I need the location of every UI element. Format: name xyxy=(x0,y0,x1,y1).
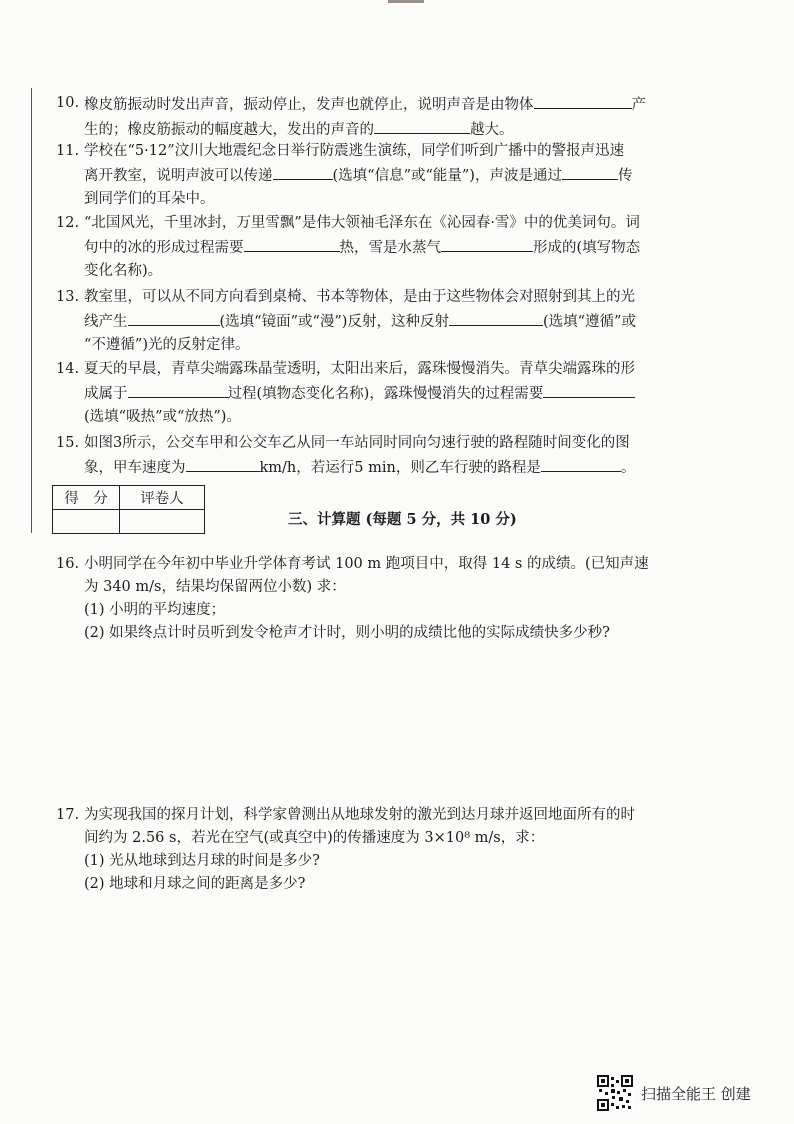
question-number: 15. xyxy=(56,435,80,451)
question-14 xyxy=(56,358,756,429)
question-line: “不遵循”)光的反射定律。 xyxy=(84,337,250,353)
sub-question: (2) 地球和月球之间的距离是多少? xyxy=(84,876,306,892)
question-16 xyxy=(56,553,756,645)
watermark-text: 扫描全能王 创建 xyxy=(641,1084,751,1103)
binding-line xyxy=(31,88,32,533)
question-line: 离开教室，说明声波可以传递 (选填“信息”或“能量”)，声波是通过 传 xyxy=(56,163,756,188)
question-line: 为 340 m/s，结果均保留两位小数) 求： xyxy=(84,579,346,595)
question-line: 变化名称)。 xyxy=(84,263,163,279)
question-line: 句中的冰的形成过程需要 热，雪是水蒸气 形成的(填写物态 xyxy=(56,235,756,260)
answer-blank[interactable] xyxy=(562,163,618,180)
answer-blank[interactable] xyxy=(128,381,228,398)
question-number: 17. xyxy=(56,807,80,823)
question-line: (选填“吸热”或“放热”)。 xyxy=(84,409,241,425)
question-line: 为实现我国的探月计划，科学家曾测出从地球发射的激光到达月球并返回地面所有的时 xyxy=(84,807,635,823)
question-number: 14. xyxy=(56,361,80,377)
question-line: 橡皮筋振动时发出声音，振动停止，发声也就停止，说明声音是由物体 产 xyxy=(56,92,756,117)
question-line: 线产生 (选填“镜面”或“漫”)反射，这种反射 (选填“遵循”或 xyxy=(56,309,756,334)
answer-blank[interactable] xyxy=(541,455,621,472)
sub-question: (1) 小明的平均速度； xyxy=(84,602,226,618)
question-line: 教室里，可以从不同方向看到桌椅、书本等物体，是由于这些物体会对照射到其上的光 xyxy=(84,289,635,305)
answer-blank[interactable] xyxy=(449,309,543,326)
question-line: 如图3所示，公交车甲和公交车乙从同一车站同时同向匀速行驶的路程随时间变化的图 xyxy=(84,435,630,451)
question-line: 学校在“5·12”汶川大地震纪念日举行防震逃生演练，同学们听到广播中的警报声迅速 xyxy=(84,143,625,159)
grader-header: 评卷人 xyxy=(120,486,205,510)
grader-cell[interactable] xyxy=(120,510,205,534)
sub-question: (2) 如果终点计时员听到发令枪声才计时，则小明的成绩比他的实际成绩快多少秒? xyxy=(84,625,610,641)
question-13 xyxy=(56,286,756,357)
answer-blank[interactable] xyxy=(273,163,333,180)
question-line: 成属于 过程(填物态变化名称)，露珠慢慢消失的过程需要 xyxy=(56,381,756,406)
question-line: 象，甲车速度为 km/h，若运行5 min，则乙车行驶的路程是 。 xyxy=(56,455,756,480)
question-17 xyxy=(56,804,756,896)
question-15 xyxy=(56,432,756,480)
question-line: 小明同学在今年初中毕业升学体育考试 100 m 跑项目中，取得 14 s 的成绩。(已知声速 xyxy=(84,556,649,572)
top-edge-mark xyxy=(388,0,424,3)
answer-blank[interactable] xyxy=(186,455,260,472)
answer-blank[interactable] xyxy=(128,309,220,326)
section-title: 三、计算题 (每题 5 分，共 10 分) xyxy=(288,511,517,528)
question-11 xyxy=(56,140,756,211)
question-12 xyxy=(56,212,756,283)
score-header: 得 分 xyxy=(53,486,120,510)
question-line: 生的；橡皮筋振动的幅度越大，发出的声音的 越大。 xyxy=(56,117,756,142)
question-number: 12. xyxy=(56,215,80,231)
answer-blank[interactable] xyxy=(374,117,470,134)
question-number: 16. xyxy=(56,556,80,572)
question-number: 10. xyxy=(56,95,80,111)
score-table xyxy=(52,485,205,534)
question-line: 间约为 2.56 s，若光在空气(或真空中)的传播速度为 3×10⁸ m/s，求： xyxy=(84,830,545,846)
question-number: 13. xyxy=(56,289,80,305)
question-line: 到同学们的耳朵中。 xyxy=(84,191,215,207)
answer-blank[interactable] xyxy=(244,235,340,252)
question-10 xyxy=(56,92,756,142)
question-number: 11. xyxy=(56,143,80,159)
scanner-watermark xyxy=(597,1075,751,1111)
answer-blank[interactable] xyxy=(543,381,635,398)
question-line: 夏天的早晨，青草尖端露珠晶莹透明，太阳出来后，露珠慢慢消失。青草尖端露珠的形 xyxy=(84,361,635,377)
answer-blank[interactable] xyxy=(534,92,632,109)
qr-code-icon xyxy=(597,1075,633,1111)
sub-question: (1) 光从地球到达月球的时间是多少? xyxy=(84,853,320,869)
answer-blank[interactable] xyxy=(441,235,533,252)
question-line: “北国风光，千里冰封，万里雪飘”是伟大领袖毛泽东在《沁园春·雪》中的优美词句。词 xyxy=(84,215,640,231)
score-cell[interactable] xyxy=(53,510,120,534)
